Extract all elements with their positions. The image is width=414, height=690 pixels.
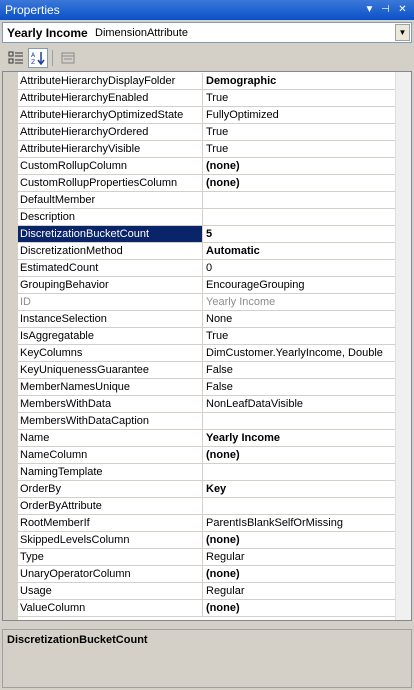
property-row[interactable] [18, 294, 395, 311]
property-row[interactable] [18, 243, 395, 260]
object-type: DimensionAttribute [95, 27, 188, 39]
property-value[interactable]: Automatic [206, 245, 260, 257]
title-bar [0, 0, 414, 20]
property-name[interactable]: Name [18, 430, 203, 446]
property-row[interactable] [18, 396, 395, 413]
property-name[interactable]: GroupingBehavior [18, 277, 203, 293]
property-row[interactable] [18, 430, 395, 447]
property-pages-button[interactable] [58, 48, 78, 68]
property-row[interactable] [18, 311, 395, 328]
property-name[interactable]: RootMemberIf [18, 515, 203, 531]
property-name[interactable]: MemberNamesUnique [18, 379, 203, 395]
property-value[interactable]: (none) [206, 602, 240, 614]
property-row[interactable] [18, 260, 395, 277]
panel-splitter[interactable] [0, 621, 414, 629]
property-value[interactable]: Yearly Income [206, 296, 276, 308]
property-row[interactable] [18, 90, 395, 107]
property-name[interactable]: KeyUniquenessGuarantee [18, 362, 203, 378]
property-value[interactable]: 5 [206, 228, 213, 240]
property-row[interactable] [18, 447, 395, 464]
property-value[interactable]: True [206, 126, 229, 138]
property-name[interactable]: Type [18, 549, 203, 565]
chevron-down-icon[interactable]: ▼ [395, 24, 410, 41]
property-value[interactable]: True [206, 143, 229, 155]
property-value[interactable]: ParentIsBlankSelfOrMissing [206, 517, 343, 529]
property-value[interactable] [204, 413, 394, 429]
property-value[interactable]: DimCustomer.YearlyIncome, Double [206, 347, 383, 359]
categorized-button[interactable] [6, 48, 26, 68]
property-name[interactable]: NamingTemplate [18, 464, 203, 480]
property-name[interactable]: AttributeHierarchyOptimizedState [18, 107, 203, 123]
property-name[interactable]: EstimatedCount [18, 260, 203, 276]
property-row[interactable] [18, 107, 395, 124]
property-row[interactable] [18, 345, 395, 362]
property-value[interactable]: None [206, 313, 233, 325]
property-name[interactable]: AttributeHierarchyVisible [18, 141, 203, 157]
property-value[interactable]: False [206, 364, 233, 376]
property-name[interactable]: ValueColumn [18, 600, 203, 616]
object-name: Yearly Income [7, 26, 88, 40]
property-name[interactable]: SkippedLevelsColumn [18, 532, 203, 548]
property-name[interactable]: ID [18, 294, 203, 310]
property-row[interactable] [18, 481, 395, 498]
property-value[interactable]: (none) [206, 534, 240, 546]
property-name[interactable]: MembersWithDataCaption [18, 413, 203, 429]
property-value[interactable]: Regular [206, 585, 245, 597]
property-rows [18, 73, 395, 617]
property-row[interactable] [18, 277, 395, 294]
property-row[interactable] [18, 328, 395, 345]
property-value[interactable]: False [206, 381, 233, 393]
property-pages-icon [60, 50, 76, 66]
property-name[interactable]: OrderBy [18, 481, 203, 497]
property-name[interactable]: Description [18, 209, 203, 225]
property-value[interactable]: Demographic [206, 75, 277, 87]
property-value[interactable]: NonLeafDataVisible [206, 398, 304, 410]
property-row[interactable] [18, 464, 395, 481]
property-name[interactable]: AttributeHierarchyDisplayFolder [18, 73, 203, 89]
property-row[interactable] [18, 379, 395, 396]
property-row[interactable] [18, 73, 395, 90]
property-row[interactable] [18, 532, 395, 549]
property-name[interactable]: OrderByAttribute [18, 498, 203, 514]
object-selector[interactable] [2, 22, 412, 43]
property-value[interactable]: (none) [206, 160, 240, 172]
sort-alphabetical-icon [30, 50, 46, 66]
property-row[interactable] [18, 600, 395, 617]
property-value[interactable]: EncourageGrouping [206, 279, 305, 291]
property-name[interactable]: DefaultMember [18, 192, 203, 208]
description-title: DiscretizationBucketCount [7, 634, 148, 646]
property-value[interactable] [204, 464, 394, 480]
close-icon[interactable]: ✕ [398, 4, 407, 15]
property-name[interactable]: NameColumn [18, 447, 203, 463]
property-value[interactable] [204, 192, 394, 208]
pin-icon[interactable]: ⊣ [381, 4, 390, 15]
property-row[interactable] [18, 175, 395, 192]
vertical-scrollbar[interactable] [395, 72, 411, 620]
property-row[interactable] [18, 362, 395, 379]
property-row[interactable] [18, 515, 395, 532]
property-row[interactable] [18, 192, 395, 209]
property-row[interactable] [18, 141, 395, 158]
property-value[interactable]: Key [206, 483, 227, 495]
property-grid [2, 71, 412, 621]
property-name[interactable]: IsAggregatable [18, 328, 203, 344]
property-name[interactable]: AttributeHierarchyEnabled [18, 90, 203, 106]
property-row[interactable] [18, 413, 395, 430]
property-row[interactable] [18, 158, 395, 175]
property-value[interactable]: Yearly Income [206, 432, 280, 444]
property-value[interactable]: (none) [206, 568, 240, 580]
property-value[interactable]: (none) [206, 449, 240, 461]
property-value[interactable]: True [206, 92, 229, 104]
property-name[interactable]: InstanceSelection [18, 311, 203, 327]
alphabetical-button[interactable] [28, 48, 48, 68]
property-name[interactable]: KeyColumns [18, 345, 203, 361]
property-name[interactable]: AttributeHierarchyOrdered [18, 124, 203, 140]
property-row[interactable] [18, 549, 395, 566]
property-name[interactable]: MembersWithData [18, 396, 203, 412]
property-value[interactable]: (none) [206, 177, 240, 189]
property-name[interactable]: CustomRollupPropertiesColumn [18, 175, 203, 191]
property-name[interactable]: DiscretizationMethod [18, 243, 203, 259]
svg-text:Z: Z [31, 59, 36, 66]
categorized-icon [8, 50, 24, 66]
property-value[interactable]: True [206, 330, 229, 342]
property-row[interactable] [18, 498, 395, 515]
property-name[interactable]: UnaryOperatorColumn [18, 566, 203, 582]
property-name[interactable]: CustomRollupColumn [18, 158, 203, 174]
property-name[interactable]: Usage [18, 583, 203, 599]
property-row[interactable] [18, 566, 395, 583]
property-value[interactable]: Regular [206, 551, 245, 563]
dropdown-arrow-icon[interactable]: ▼ [364, 4, 375, 15]
property-row[interactable] [18, 124, 395, 141]
property-value[interactable]: FullyOptimized [206, 109, 279, 121]
svg-text:A: A [31, 52, 36, 59]
property-name[interactable]: DiscretizationBucketCount [18, 226, 203, 242]
property-value[interactable] [204, 209, 394, 225]
property-row[interactable] [18, 583, 395, 600]
window-title: Properties [5, 3, 60, 17]
property-row[interactable] [18, 226, 395, 243]
property-row[interactable] [18, 209, 395, 226]
property-value[interactable] [204, 498, 394, 514]
properties-toolbar [0, 45, 414, 70]
toolbar-separator [52, 50, 53, 66]
property-value[interactable]: 0 [206, 262, 213, 274]
grid-gutter [3, 72, 18, 620]
description-panel [2, 629, 412, 688]
